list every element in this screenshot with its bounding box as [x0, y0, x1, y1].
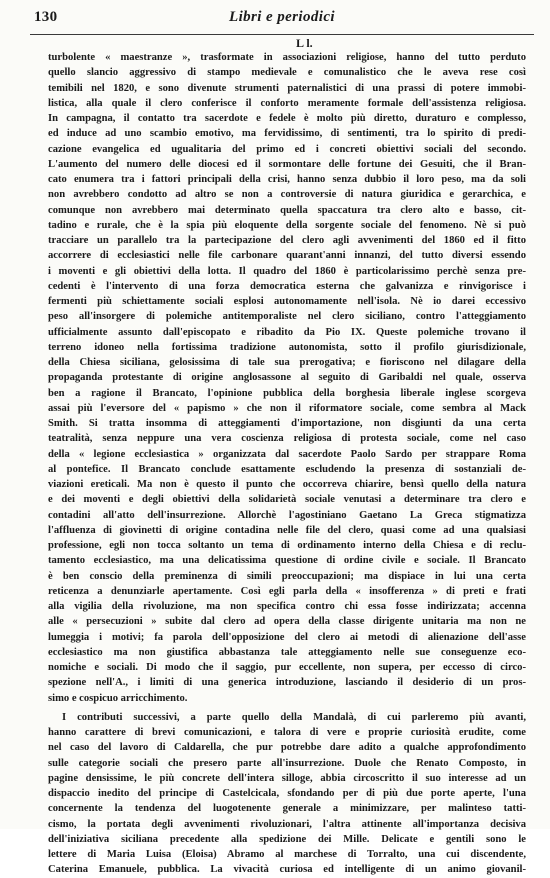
text-line: viazioni ereticali. Ma non è questo il punto che occorreva chiarire, bensì quello della natura	[48, 479, 526, 490]
text-line: peso all'insorgere di polemiche antitemporaliste nel clero siciliano, contro l'atteggiamento	[48, 311, 526, 323]
text-line: reticenza a denunziarle apertamente. Così egli parla della « insofferenza » di preti e frati	[48, 585, 526, 597]
text-line: L'aumento del numero delle diocesi ed il sormontare delle fortune dei Gesuiti, che il Bran-	[48, 158, 526, 170]
text-line: cato enumera tra i fattori principali della crisi, hanno senza dubbio il loro peso, ma da soli	[48, 174, 526, 185]
text-line: cazione evangelica ed ugualitaria del primo ed i concreti obiettivi sociali del secondo.	[48, 143, 526, 155]
text-line: nomiche e sociali. Di modo che il saggio, pur eccellente, non supera, per eccesso di circo-	[48, 662, 526, 673]
text-line: accorrere di ecclesiastici nelle file carbonare quarant'anni innanzi, del tutto diversi essendo	[48, 250, 526, 262]
text-line: lettere di Maria Luisa (Eloisa) Abramo al marchese di Torralto, una cui discendente,	[48, 849, 526, 860]
text-line: simo e cospicuo arricchimento.	[48, 692, 188, 704]
body-text	[48, 50, 526, 878]
text-line: al pontefice. Il Brancato conclude esattamente escludendo la presenza di sostanziali de-	[48, 463, 526, 475]
text-line: spezione nell'A., i limiti di una generica introduzione, lasciando il desiderio di un pros-	[48, 677, 526, 689]
text-line: ecclesiastico ma non giustifica abbastanza tale atteggiamento nelle sue conseguenze eco-	[48, 646, 526, 658]
text-line: della Chiesa siciliana, gelosissima di tale sua prerogativa; e fioriscono nel dilagare della	[48, 357, 526, 368]
text-line: temibili nel 1820, e sono divenute strumenti paternalistici di una prassi di potere immobi-	[48, 82, 526, 94]
paragraph	[48, 710, 526, 878]
text-line: ufficialmente assunto dall'episcopato e ribadito da Pio IX. Queste polemiche trovano il	[48, 326, 526, 338]
page-number: 130	[34, 9, 58, 25]
text-line: non avrebbero condotto ad altro se non a controversie di natura giuridica e gerarchica, e	[48, 189, 526, 201]
running-head: Libri e periodici	[229, 9, 335, 25]
text-line: I contributi successivi, a parte quello della Mandalà, di cui parleremo più avanti,	[62, 711, 526, 723]
text-line: tracciare un parallelo tra la partecipazione del clero agli avvenimenti del 1860 ed il fitto	[48, 235, 526, 246]
text-line: tadino e rurale, che è la spia più eloquente della sorgente sociale del fenomeno. Nè si può	[48, 219, 526, 231]
text-line: Caterina Emanuele, pubblica. La vivacità curiosa ed intelligente di un animo giovanil-	[48, 864, 526, 876]
text-line: turbolente « maestranze », trasformate in associazioni religiose, hanno del tutto perduto	[48, 52, 526, 63]
text-line: contadini all'atto dell'insurrezione. Allorchè l'agostiniano Gaetano La Greca stigmatizza	[48, 509, 526, 521]
text-line: nel caso del lavoro di Caldarella, che pur potrebbe dare adito a qualche approfondimento	[48, 742, 526, 754]
text-line: dispaccio inedito del principe di Castelcicala, sfondando per di più due porte aperte, l'una	[48, 788, 526, 799]
text-line: terreno idoneo nella fortissima tradizione autonomista, sotto il profilo giurisdizionale,	[48, 341, 526, 353]
text-line: listica, alla quale il clero conferisce il conforto meramente formale dell'assistenza religiosa.	[48, 97, 526, 109]
text-line: lumeggia i motivi; fa parola dell'opposizione del clero ai metodi di alienazione dell'asse	[48, 631, 526, 643]
header-rule	[30, 34, 534, 35]
text-line: quello slancio aggressivo di stampo medievale e comunalistico che le aveva rese così	[48, 67, 526, 79]
paragraph	[48, 50, 526, 706]
text-line: assai più l'eversore del « papismo » che non il riformatore sociale, come sembra al Mack	[48, 402, 526, 414]
text-line: ben a ragione il Brancato, l'opinione pubblica della borghesia liberale inglese scorgeva	[48, 387, 526, 399]
text-line: cismo, la portata degli avvenimenti rivoluzionari, l'altra attinente all'importanza decisiva	[48, 818, 526, 830]
stray-mark: L l.	[296, 36, 313, 50]
text-line: è ben conscio della preminenza di simili preoccupazioni; ma dispiace in lui una certa	[48, 570, 526, 582]
text-line: propaganda protestante di origine anglosassone al seguito di Garibaldi nel quale, osserva	[48, 372, 526, 384]
text-line: tamento ecclesiastico, ma una delicatissima questione di ordine civile e sociale. Il Brancato	[48, 555, 526, 567]
text-line: teatralità, senza neppure una vera coscienza religiosa di protesta sociale, come nel caso	[48, 433, 526, 445]
text-line: i moventi e gli obiettivi della lotta. Il quadro del 1860 è particolarissimo perchè senza pre-	[48, 265, 526, 277]
text-line: In campagna, il contatto tra sacerdote e fedele è molto più diretto, duraturo e complesso,	[48, 113, 526, 124]
text-line: Smith. Si tratta insomma di atteggiamenti d'importazione, non disgiunti da una certa	[48, 418, 526, 429]
text-line: l'affluenza di giovinetti di origine contadina nelle file del clero, quasi come ad una qualsiasi	[48, 524, 526, 536]
text-line: fermenti più schiettamente sociali esplosi autonomamente nell'isola. Nè io darei eccessivo	[48, 296, 526, 307]
page-header	[34, 9, 530, 31]
text-line: e dei moventi e degli obiettivi della solidarietà sociale venutasi a determinare tra clero e	[48, 494, 526, 506]
text-line: sulle categorie sociali che presero parte all'insurrezione. Duole che Renato Composto, in	[48, 757, 526, 769]
text-line: professione, egli non tocca soltanto un tema di ordinamento interno della Chiesa e di reclu-	[48, 540, 526, 551]
text-line: della « legione ecclesiastica » organizzata dal sacerdote Paolo Sardo per strappare Roma	[48, 448, 526, 460]
text-line: concernente la tendenza del luogotenente generale a minimizzare, per malinteso tatti-	[48, 803, 526, 815]
text-line: cedenti è l'intervento di una forza democratica esterna che galvanizza e rinvigorisce i	[48, 280, 526, 292]
text-line: pagine densissime, le più concrete dell'intera silloge, abbia circoscritto il suo interesse ad un	[48, 772, 526, 784]
text-line: hanno carattere di brevi comunicazioni, e talora di vere e proprie curiosità erudite, come	[48, 727, 526, 738]
text-line: alla vigilia della rivoluzione, ma non specifica contro chi essa fosse indirizzata; accenna	[48, 601, 526, 612]
text-line: ed induce ad uno scambio emotivo, ma fervidissimo, di sentimenti, tra lo spirito di predi-	[48, 128, 526, 140]
text-line: dell'iniziativa siciliana precedente alla spedizione dei Mille. Delicate e gentili sono le	[48, 833, 526, 845]
text-line: comunque non avrebbero mai determinato quella spaccatura tra clero alto e basso, cit-	[48, 204, 526, 216]
text-line: alle « persecuzioni » subite dal clero ad opera della classe dirigente unitaria ma non ne	[48, 616, 526, 628]
